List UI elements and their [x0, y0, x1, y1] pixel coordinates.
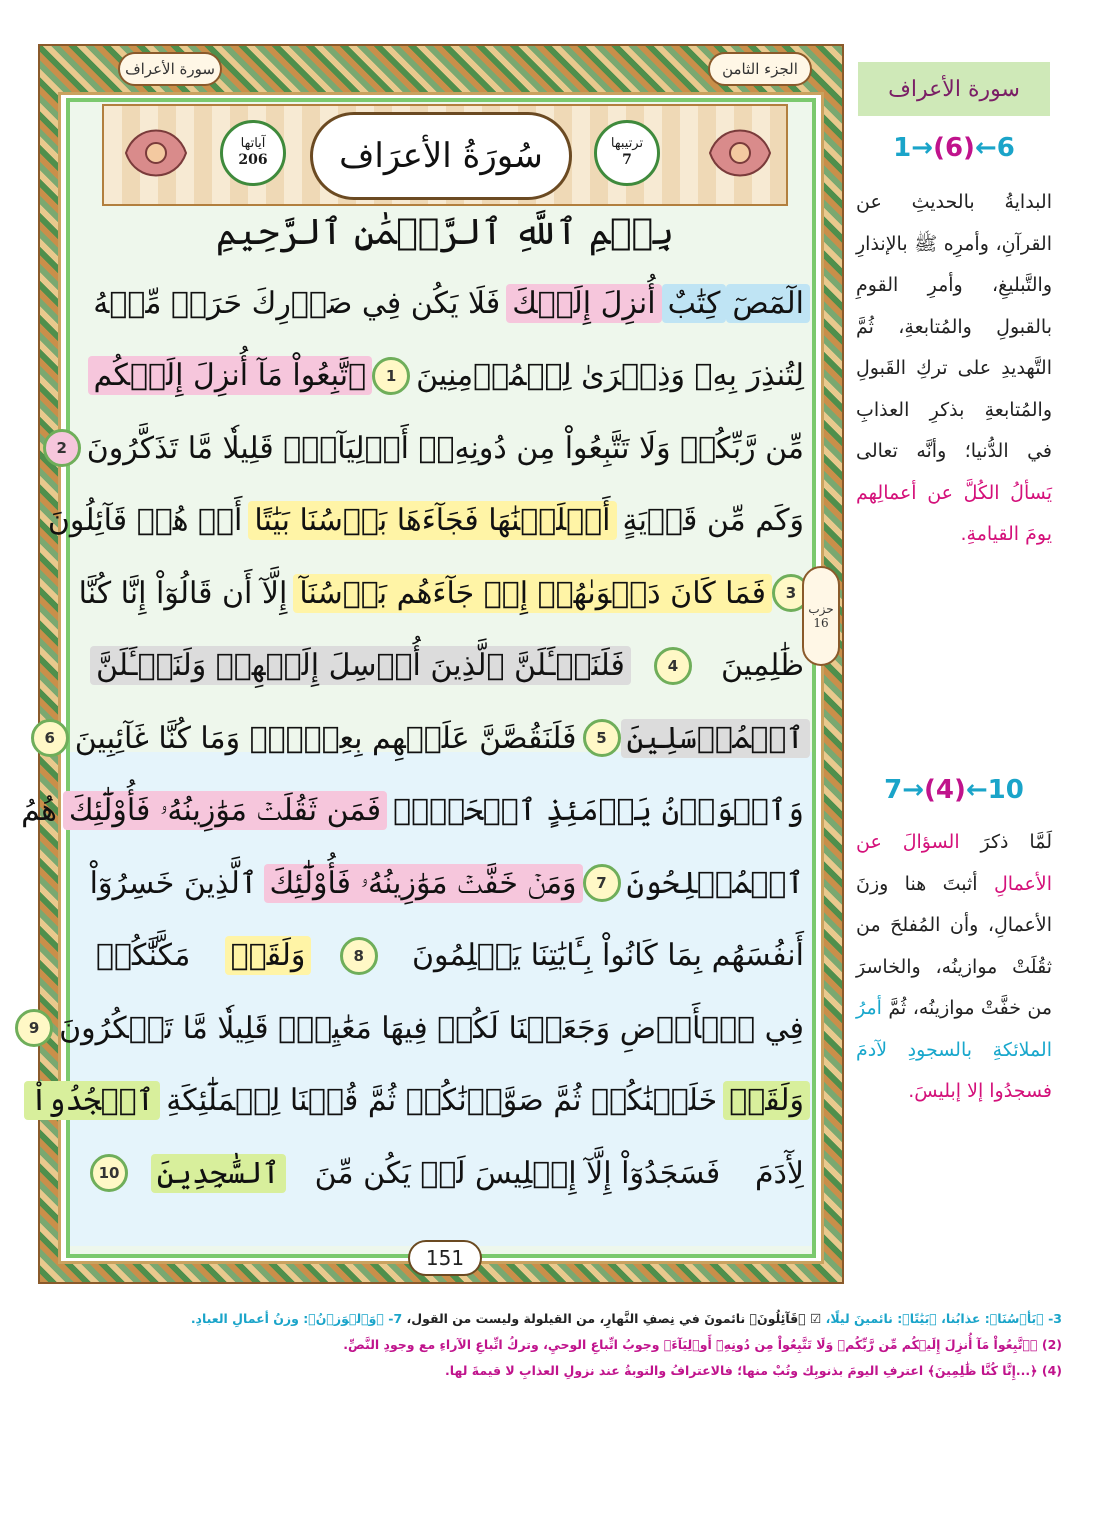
verse-line — [90, 927, 810, 985]
page-number: 151 — [408, 1240, 482, 1276]
surah-order-label: ترتيبها — [610, 136, 644, 152]
verse-segment: فَلَنَقُصَّنَّ عَلَيۡهِم بِعِلۡمٖۖ وَمَا كُنَّا غَآئِبِينَ — [74, 720, 577, 756]
surah-ayat-badge — [220, 120, 286, 186]
verse-segment: مِّن رَّبِّكُمۡ وَلَا تَتَّبِعُواْ مِن دُونِهِۦٓ أَوۡلِيَآءَۗ قَلِيلٗا مَّا تَذَكَّرُونَ — [86, 430, 804, 466]
arrow-right-icon: → — [911, 133, 934, 163]
surah-title: سُورَةُ الأعرَاف — [310, 112, 572, 200]
footnote-3-b: اعترفِ اليومَ بذنوبِك وتُبْ منها؛ فالاعترافُ والتوبةُ عند نزولِ العذابِ لا قيمةَ لها. — [445, 1363, 924, 1378]
highlighted-verse-segment: أَهۡلَكۡنَٰهَا فَجَآءَهَا بَأۡسُنَا بَيَٰتًا — [248, 501, 616, 540]
verse-line — [90, 274, 810, 332]
verse-segment: ظَٰلِمِينَ — [720, 648, 804, 683]
footnote-line-3 — [32, 1358, 1062, 1384]
ayah-number-marker: 7 — [583, 864, 621, 902]
highlighted-verse-segment: ٱلۡمُرۡسَلِينَ — [621, 719, 810, 758]
verse-line — [30, 1072, 810, 1130]
verse-segment: ٱلۡمُفۡلِحُونَ — [626, 865, 804, 901]
ayah-range-2 — [858, 770, 1050, 810]
verse-segment: وَكَم مِّن قَرۡيَةٍ — [622, 503, 804, 538]
verse-line — [90, 854, 810, 912]
verse-line — [90, 347, 810, 405]
tafsir-2-highlight-b: أمرُ الملائكةِ بالسجودِ لآدمَ — [856, 997, 1052, 1061]
verse-line — [47, 492, 810, 550]
side-surah-title: سورة الأعراف — [858, 62, 1050, 116]
basmala: بِسۡمِ ٱللَّهِ ٱلرَّحۡمَٰنِ ٱلرَّحِيمِ — [215, 212, 675, 253]
footnote-2-b: وجوبُ اتِّباعِ الوحيِ، وتركُ اتِّباعِ الآراءِ مع وجودِ النَّصِّ. — [343, 1337, 660, 1352]
arrow-right-icon: → — [902, 775, 925, 805]
tafsir-paragraph-2 — [856, 822, 1052, 1113]
verse-segment: لِتُنذِرَ بِهِۦ وَذِكۡرَىٰ لِلۡمُؤۡمِنِينَ — [416, 358, 804, 393]
highlighted-verse-segment: فَلَنَسۡـَٔلَنَّ ٱلَّذِينَ أُرۡسِلَ إِلَيۡهِمۡ وَلَنَسۡـَٔلَنَّ — [90, 646, 631, 685]
tafsir-2-highlight-a: السؤالَ عن الأعمالِ — [856, 831, 1052, 895]
highlighted-verse-segment: كِتَٰبٌ — [662, 284, 727, 323]
ayah-range-1 — [858, 128, 1050, 168]
verse-line — [28, 999, 810, 1057]
footnote-line-2 — [32, 1332, 1062, 1358]
verse-segment: خَلَقۡنَٰكُمۡ ثُمَّ صَوَّرۡنَٰكُمۡ ثُمَّ قُلۡنَا لِلۡمَلَٰٓئِكَةِ — [166, 1083, 718, 1118]
surah-ayat-value: 206 — [238, 152, 268, 169]
verse-line — [21, 782, 810, 840]
surah-order-value: 7 — [622, 152, 632, 169]
verse-segment: هُمُ — [21, 793, 57, 828]
hizb-label: حزب — [808, 601, 834, 616]
verse-segment: لِأٓدَمَ — [754, 1155, 804, 1191]
ayah-number-marker: 8 — [340, 937, 378, 975]
verse-segment: ٱلَّذِينَ خَسِرُوٓاْ — [89, 865, 258, 901]
ayah-number-marker: 1 — [372, 357, 410, 395]
highlighted-verse-segment: الٓمٓصٓ — [726, 284, 810, 323]
verse-line — [78, 564, 810, 622]
ayah-number-marker: 6 — [31, 719, 69, 757]
verse-segment: مَكَّنَّٰكُمۡ — [96, 938, 191, 973]
highlighted-verse-segment: ٱلسَّٰجِدِينَ — [151, 1154, 286, 1193]
tafsir-paragraph-1 — [856, 182, 1052, 556]
range2-from: 7 — [884, 775, 903, 805]
floral-ornament-icon — [116, 118, 196, 188]
ayah-number-marker: 9 — [15, 1009, 53, 1047]
range1-from: 1 — [893, 133, 912, 163]
verse-segment: إِلَّآ أَن قَالُوٓاْ إِنَّا كُنَّا — [78, 575, 288, 611]
surah-ayat-label: آياتها — [240, 136, 266, 152]
highlighted-verse-segment: فَمَا كَانَ دَعۡوَىٰهُمۡ إِذۡ جَآءَهُم بَأۡسُنَآ — [293, 574, 772, 613]
tafsir-2-highlight-c: فسجدُوا إلا إبليسَ. — [908, 1080, 1052, 1102]
ayah-number-marker: 5 — [583, 719, 621, 757]
footnote-3-a: (4) ﴿...إِنَّا كُنَّا ظَٰلِمِينَ﴾ — [927, 1363, 1062, 1378]
footnote-line-1 — [32, 1306, 1062, 1332]
footnote-2-a: (2) ﴿ٱتَّبِعُواْ مَآ أُنزِلَ إِلَيۡكُم مِّن رَّبِّكُمۡ وَلَا تَتَّبِعُواْ مِن دُونِهِۦٓ أَوۡلِيَآءَ﴾ — [663, 1337, 1062, 1352]
tafsir-1-highlight: يَسألُ الكُلَّ عن أعمالِهم يومَ القيامةِ. — [856, 481, 1052, 545]
highlighted-verse-segment: ٱسۡجُدُواْ — [24, 1081, 160, 1120]
footnotes — [32, 1306, 1062, 1384]
ayah-number-marker: 2 — [43, 429, 81, 467]
highlighted-verse-segment: ٱتَّبِعُواْ مَآ أُنزِلَ إِلَيۡكُم — [88, 356, 373, 395]
tafsir-2-text-b: أثبتَ هنا وزنَ الأعمالِ، وأن المُفلحَ من ثقُلَتْ موازينُه، والخاسرَ من خفَّتْ موازينُه، ثُمَّ — [856, 872, 1052, 1019]
tafsir-1-text: البدايةُ بالحديثِ عن القرآنِ، وأمرِه ﷺ بالإنذارِ والتَّبليغِ، وأمرِ القومِ بالقبولِ والمُتابعةِ، ثُمَّ التَّهديدِ على تركِ القَبولِ والمُتابعةِ بذكرِ العذابِ في الدُّنيا؛ وأنَّه تعالى — [856, 191, 1052, 462]
verse-line — [56, 419, 810, 477]
verse-segment: فَسَجَدُوٓاْ إِلَّآ إِبۡلِيسَ لَمۡ يَكُن مِّنَ — [314, 1155, 721, 1191]
verse-line — [90, 637, 810, 695]
highlighted-verse-segment: أُنزِلَ إِلَيۡكَ — [506, 284, 661, 323]
tafsir-2-text-a: لَمَّا ذكرَ — [980, 831, 1052, 853]
verse-segment: أَوۡ هُمۡ قَآئِلُونَ — [47, 503, 243, 538]
arrow-left-icon: ← — [974, 133, 997, 163]
footnote-1-b: ☑ ﴿قَآئِلُونَ﴾ نائمونَ في نِصفِ النَّهارِ، من القيلولة وليست من القول، — [406, 1311, 822, 1326]
highlighted-verse-segment: وَمَنۡ خَفَّتۡ مَوَٰزِينُهُۥ فَأُوْلَٰٓئِكَ — [264, 864, 583, 903]
verse-segment: وَٱلۡوَزۡنُ يَوۡمَئِذٍ ٱلۡحَقُّۚ — [393, 793, 804, 828]
verse-segment: أَنفُسَهُم بِمَا كَانُواْ بِـَٔايَٰتِنَا يَظۡلِمُونَ — [411, 938, 804, 973]
range2-to: 10 — [987, 775, 1024, 805]
hizb-value: 16 — [813, 616, 829, 630]
highlighted-verse-segment: فَمَن ثَقُلَتۡ مَوَٰزِينُهُۥ فَأُوْلَٰٓئِكَ — [63, 791, 387, 830]
verse-segment: فِي ٱلۡأَرۡضِ وَجَعَلۡنَا لَكُمۡ فِيهَا مَعَٰيِشَۗ قَلِيلٗا مَّا تَشۡكُرُونَ — [59, 1010, 804, 1046]
hizb-marker — [802, 566, 840, 666]
highlighted-verse-segment: وَلَقَدۡ — [723, 1081, 810, 1120]
footnote-1-c: 7- ﴿وَٱلۡوَزۡنُ﴾: وزنُ أعمالِ العبادِ. — [190, 1311, 403, 1326]
range2-count: (4) — [924, 775, 966, 805]
verse-segment: فَلَا يَكُن فِي صَدۡرِكَ حَرَجٞ مِّنۡهُ — [93, 285, 501, 321]
ayah-number-marker: 4 — [654, 647, 692, 685]
range1-to: 6 — [996, 133, 1015, 163]
arrow-left-icon: ← — [965, 775, 988, 805]
range1-count: (6) — [933, 133, 975, 163]
surah-header-label: سورة الأعراف — [118, 52, 222, 86]
ayah-number-marker: 3 — [772, 574, 810, 612]
highlighted-verse-segment: وَلَقَدۡ — [225, 936, 312, 975]
juz-label: الجزء الثامن — [708, 52, 812, 86]
verse-line — [90, 1144, 810, 1202]
footnote-1-a: 3- ﴿بَأۡسُنَا﴾: عذابُنا، ﴿بَيَٰتًا﴾: نائمينَ ليلًا، — [825, 1311, 1062, 1326]
verse-line — [44, 709, 810, 767]
ayah-number-marker: 10 — [90, 1154, 128, 1192]
surah-order-badge — [594, 120, 660, 186]
floral-ornament-icon — [700, 118, 780, 188]
